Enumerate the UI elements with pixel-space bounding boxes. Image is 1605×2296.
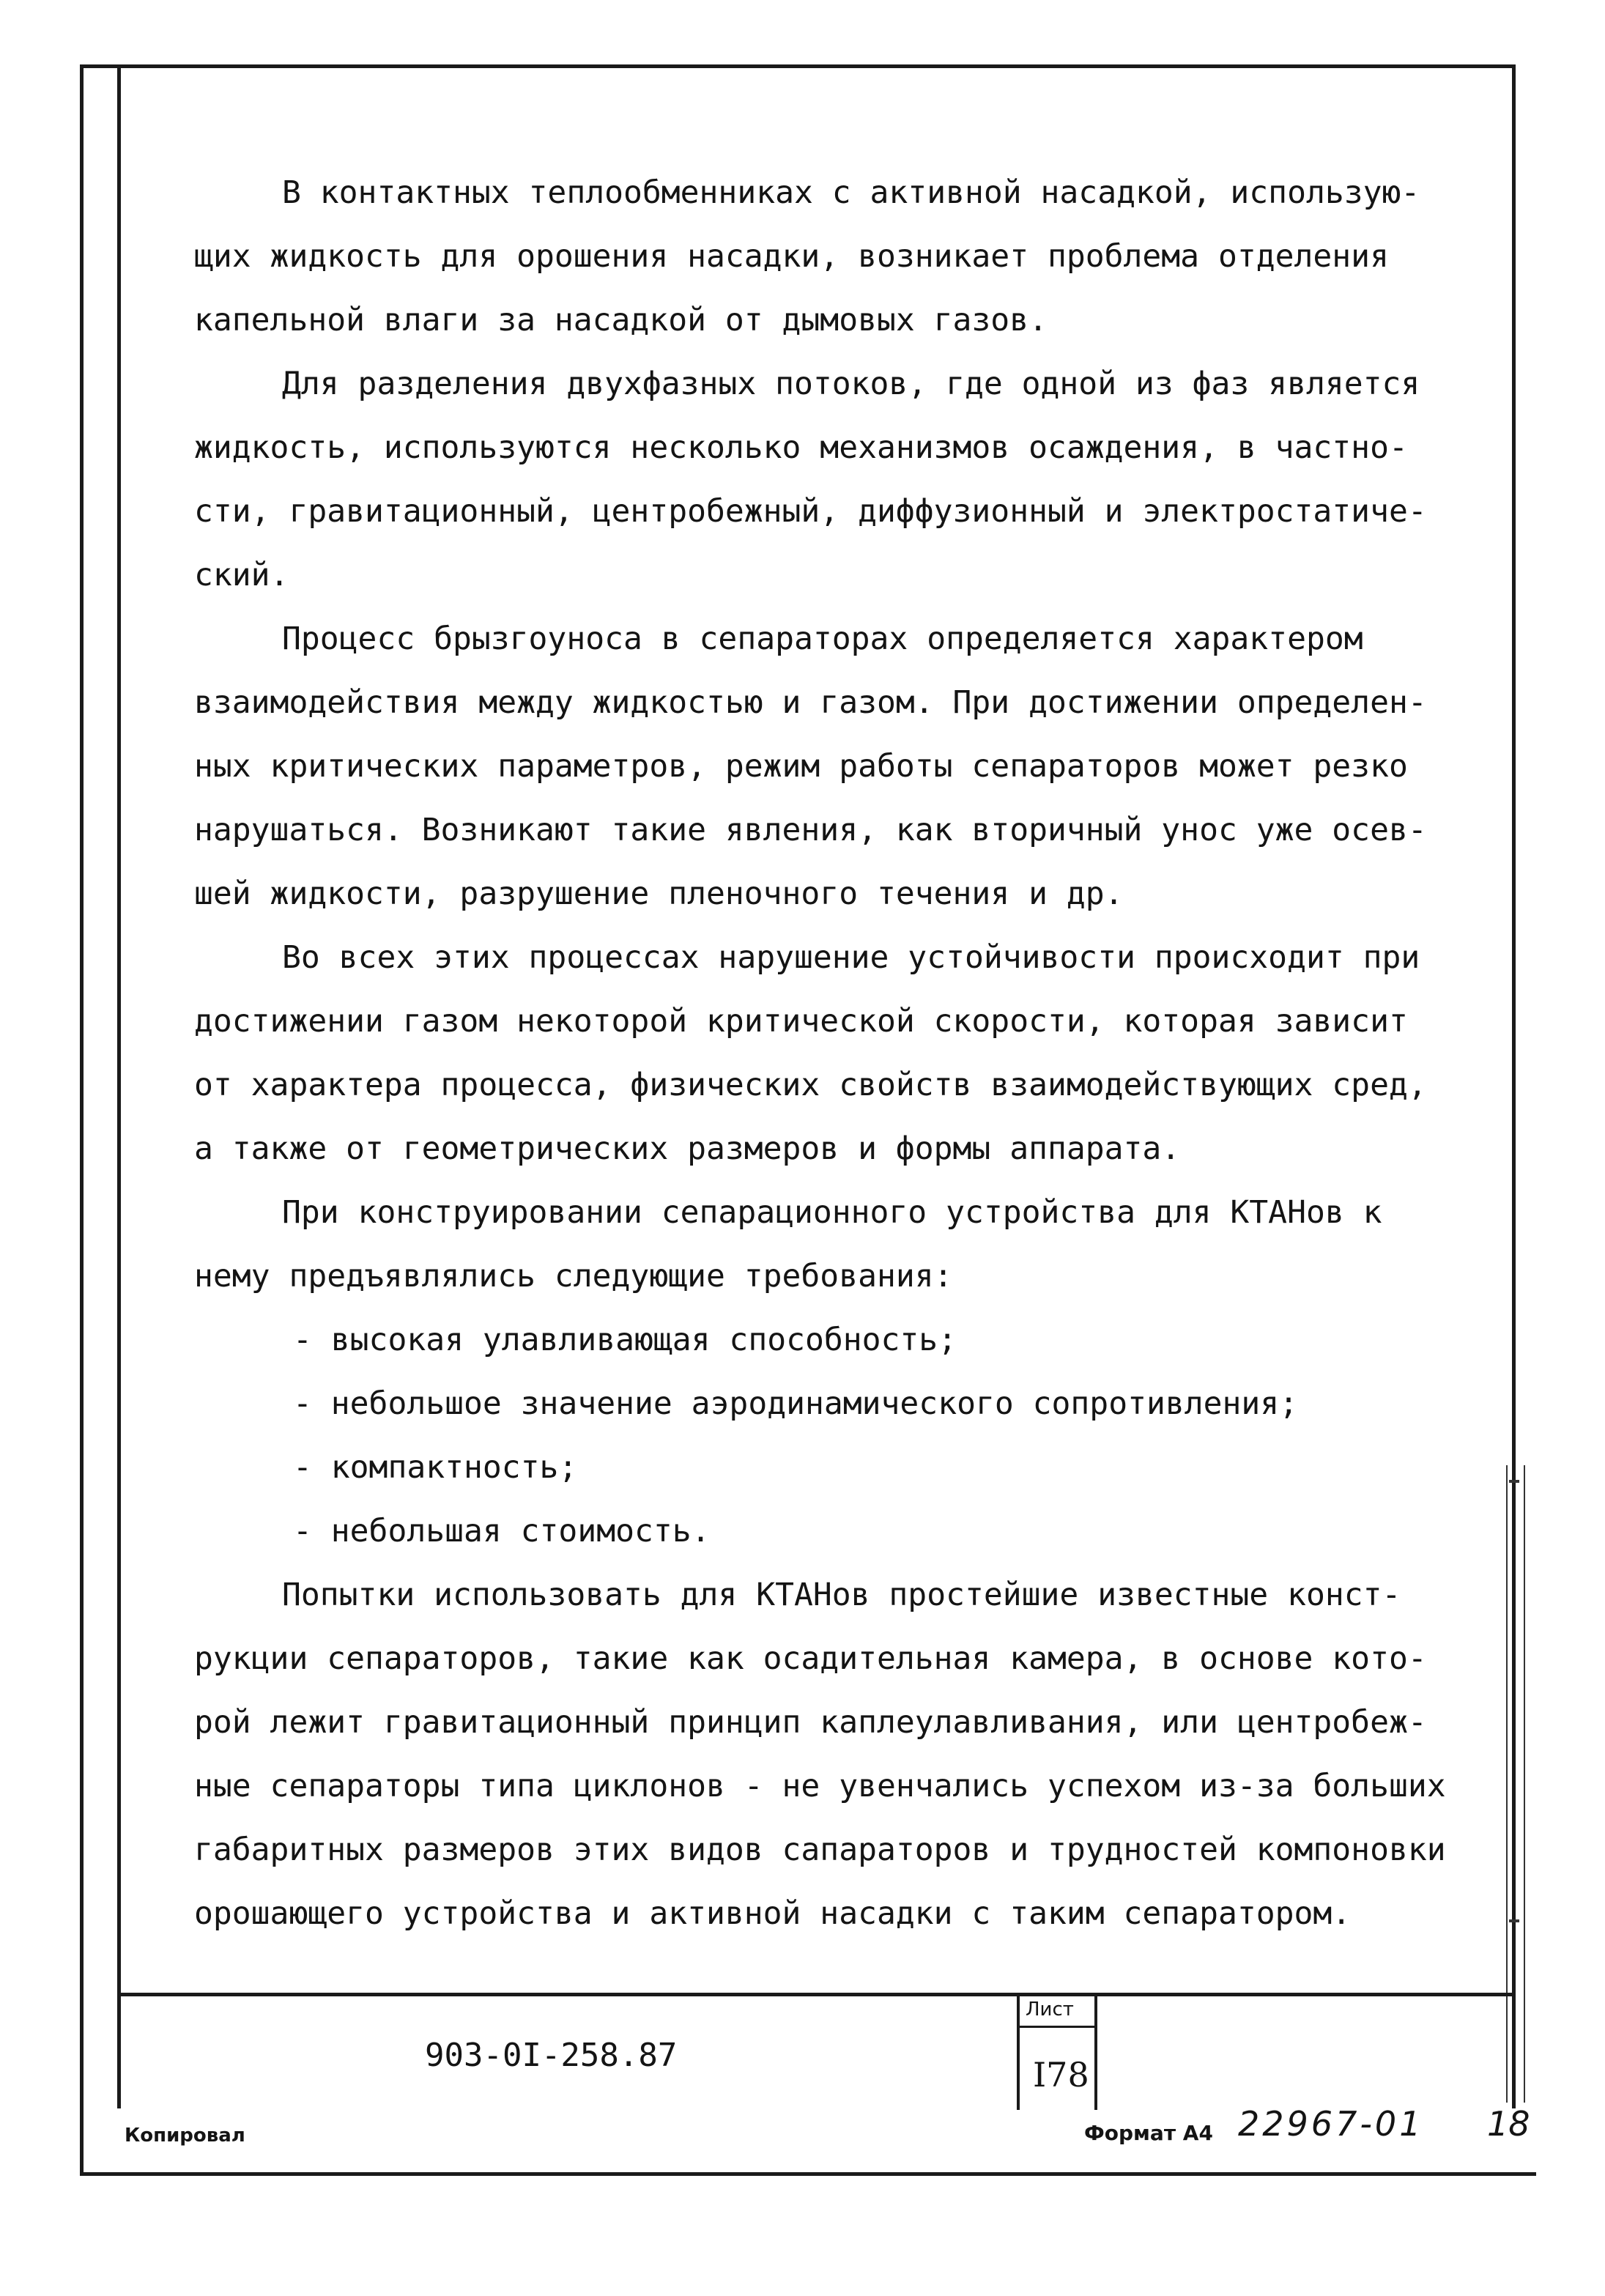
- text-line: ные сепараторы типа циклонов - не увенчались успехом из-за больших: [194, 1768, 1446, 1804]
- page-number: 18: [1487, 2104, 1530, 2144]
- title-block-divider: [1017, 1993, 1020, 2110]
- title-block-divider: [1094, 1993, 1097, 2110]
- text-line: а также от геометрических размеров и формы аппарата.: [194, 1130, 1181, 1167]
- text-line: ский.: [194, 557, 289, 593]
- text-line: орошающего устройства и активной насадки с таким сепаратором.: [194, 1895, 1352, 1932]
- archive-number: 22967-01: [1238, 2104, 1424, 2144]
- text-line: взаимодействия между жидкостью и газом. При достижении определен-: [194, 684, 1427, 721]
- text-line: Попытки использовать для КТАНов простейшие известные конст-: [282, 1577, 1401, 1613]
- text-line: При конструировании сепарационного устройства для КТАНов к: [282, 1194, 1382, 1231]
- text-line: щих жидкость для орошения насадки, возникает проблема отделения: [194, 238, 1389, 275]
- frame-inner-left: [117, 64, 121, 2108]
- text-line: рой лежит гравитационный принцип каплеулавливания, или центробеж-: [194, 1704, 1427, 1741]
- document-body: [194, 161, 1483, 1946]
- title-block-divider: [1020, 2026, 1096, 2028]
- text-line: ных критических параметров, режим работы сепараторов может резко: [194, 748, 1408, 785]
- text-line: рукции сепараторов, такие как осадительная камера, в основе кото-: [194, 1640, 1427, 1677]
- text-line: шей жидкости, разрушение пленочного течения и др.: [194, 875, 1124, 912]
- title-block: [117, 1993, 1513, 2114]
- text-line: достижении газом некоторой критической скорости, которая зависит: [194, 1003, 1408, 1040]
- text-line: В контактных теплообменниках с активной насадкой, использую-: [282, 174, 1420, 211]
- text-line: Для разделения двухфазных потоков, где одной из фаз является: [282, 366, 1420, 402]
- margin-mark: [1509, 1480, 1519, 1483]
- text-line: нему предъявлялись следующие требования:: [194, 1258, 953, 1295]
- format-label: Формат А4: [1084, 2121, 1213, 2145]
- margin-mark: [1509, 1919, 1519, 1922]
- frame-bottom: [80, 2172, 1536, 2176]
- text-line: Процесс брызгоуноса в сепараторах определяется характером: [282, 621, 1363, 657]
- list-item: - небольшое значение аэродинамического сопротивления;: [293, 1385, 1299, 1422]
- document-code: 903-0I-258.87: [425, 2037, 678, 2074]
- list-item: - небольшая стоимость.: [293, 1513, 711, 1549]
- text-line: капельной влаги за насадкой от дымовых газов.: [194, 302, 1048, 338]
- list-item: - высокая улавливающая способность;: [293, 1322, 957, 1358]
- sheet-number: I78: [1033, 2055, 1089, 2095]
- text-line: Во всех этих процессах нарушение устойчивости происходит при: [282, 939, 1420, 976]
- sheet-label: Лист: [1026, 1999, 1074, 2021]
- copied-by-label: Копировал: [125, 2125, 245, 2147]
- text-line: нарушаться. Возникают такие явления, как вторичный унос уже осев-: [194, 812, 1427, 848]
- text-line: габаритных размеров этих видов сапараторов и трудностей компоновки: [194, 1832, 1446, 1868]
- text-line: от характера процесса, физических свойств взаимодействующих сред,: [194, 1067, 1427, 1103]
- list-item: - компактность;: [293, 1449, 578, 1486]
- text-line: сти, гравитационный, центробежный, диффузионный и электростатиче-: [194, 493, 1427, 530]
- text-line: жидкость, используются несколько механизмов осаждения, в частно-: [194, 429, 1408, 466]
- frame-top: [80, 64, 1516, 68]
- frame-outer-left: [80, 64, 84, 2174]
